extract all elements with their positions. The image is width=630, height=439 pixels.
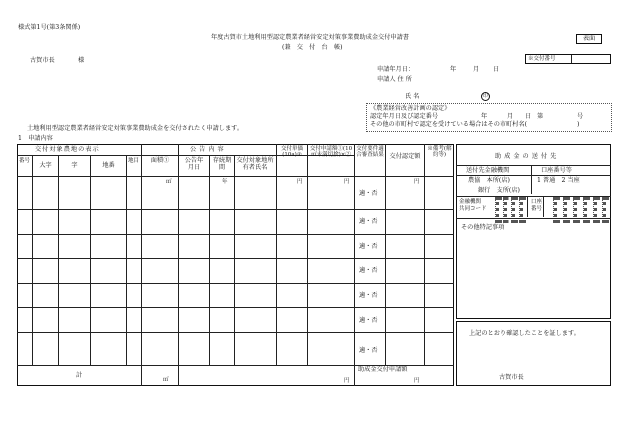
- grid-line: [58, 155, 59, 365]
- grid-line: [141, 144, 142, 386]
- exec-number-box: [525, 54, 611, 64]
- unit-yen-price: 円: [297, 179, 303, 185]
- col-owner: 交付対象地所有者氏名: [236, 157, 274, 171]
- fin-code-label-1: 金融機関: [459, 199, 482, 205]
- addressee: 古賀市長: [30, 57, 55, 64]
- grid-line: [519, 197, 523, 223]
- col-requirement: 交付要件適合審査結果: [356, 146, 384, 158]
- group-notice-header: 公告内容: [190, 146, 227, 153]
- grid-line: [583, 197, 587, 223]
- grid-line: [90, 155, 91, 365]
- review-option[interactable]: 適・否: [359, 243, 378, 250]
- review-option[interactable]: 適・否: [359, 292, 378, 299]
- total-area-unit: ㎡: [163, 377, 169, 383]
- grid-line: [573, 197, 577, 223]
- grid-line: [563, 197, 567, 223]
- form-title: 年度古賀市土地利用型認定農業者経営安定対策事業費助成金交付申請書: [211, 34, 409, 41]
- application-date-label: 申請年月日：: [377, 66, 415, 73]
- exec-number-divider: [571, 55, 572, 63]
- grant-total-unit: 円: [414, 378, 420, 384]
- application-date-year: 年: [450, 66, 457, 73]
- application-date-day: 日: [493, 66, 500, 73]
- certification-date-label: 認定年月日及び認定番号: [370, 113, 439, 120]
- grid-line: [17, 209, 454, 210]
- total-label: 計: [76, 372, 83, 379]
- grid-line: [354, 144, 355, 386]
- grid-line: [17, 283, 454, 284]
- review-option[interactable]: 適・否: [359, 190, 378, 197]
- payment-account-type[interactable]: 1 普通 2 当座: [537, 177, 580, 184]
- grid-line: [456, 196, 611, 197]
- confirmation-box: [456, 321, 611, 386]
- unit-area: ㎡: [166, 179, 172, 185]
- form-number: 様式第1号(第3条関係): [18, 24, 81, 31]
- col-duration: 存続期間: [212, 157, 232, 171]
- account-no-label-2: 番号: [531, 206, 543, 212]
- certification-box: [366, 103, 612, 132]
- grid-line: [126, 155, 127, 365]
- col-area: 面積①: [150, 157, 170, 164]
- group-farmland-header: 交付対象農地の表示: [35, 146, 100, 153]
- payment-account-label: 口座番号等: [541, 167, 572, 174]
- certification-month: 月: [507, 113, 514, 120]
- grid-line: [503, 197, 507, 223]
- grid-line: [17, 307, 454, 308]
- review-option[interactable]: 適・否: [359, 347, 378, 354]
- grid-line: [456, 218, 611, 219]
- col-notice-date: 公告年月日: [184, 157, 204, 171]
- grid-line: [593, 197, 597, 223]
- certification-year: 年: [481, 113, 488, 120]
- form-subtitle: (兼 交 付 台 帳): [282, 44, 343, 51]
- grid-line: [17, 258, 454, 259]
- payment-bank-label: 送付先金融機関: [466, 167, 510, 174]
- grid-line: [209, 155, 210, 365]
- unit-yen-decided: 円: [414, 179, 420, 185]
- grid-line: [456, 165, 611, 166]
- review-option[interactable]: 適・否: [359, 218, 378, 225]
- addressee-suffix: 様: [78, 57, 85, 64]
- exec-number-label: ※交付番号: [528, 56, 556, 62]
- other-municipality-label: その他の市町村で認定を受けている場合はその市町村名(: [370, 121, 528, 128]
- section-label: 1 申請内容: [18, 135, 53, 142]
- grid-line: [602, 197, 606, 223]
- account-no-label-1: 口座: [531, 199, 543, 205]
- fin-code-label-2: 共同コード: [459, 206, 487, 212]
- col-number: 番号: [18, 158, 30, 164]
- grid-line: [234, 155, 235, 365]
- confirm-signer: 古賀市長: [499, 374, 524, 381]
- applicant-name-label: 氏 名: [405, 93, 420, 100]
- col-chiban: 地番: [102, 162, 115, 169]
- application-table: [17, 144, 454, 386]
- grid-line: [553, 197, 557, 223]
- col-unit-price: 交付単価(10a)②: [280, 146, 303, 158]
- col-decided: 交付認定額: [389, 153, 421, 160]
- grid-line: [511, 197, 515, 223]
- grant-total-label: 助成金交付申請額: [358, 366, 408, 373]
- grid-line: [17, 332, 454, 333]
- col-chimoku: 地目: [127, 158, 139, 164]
- seal-mark-icon: 印: [482, 93, 488, 99]
- other-municipality-close: ): [577, 121, 580, 128]
- payment-heading: 助成金の送付先: [495, 153, 560, 160]
- application-date-month: 月: [473, 66, 480, 73]
- payment-bank-alt[interactable]: 銀行 支所(店): [478, 187, 520, 194]
- col-aza: 字: [71, 162, 78, 169]
- unit-yen-amount: 円: [344, 179, 350, 185]
- col-oaza: 大字: [39, 162, 52, 169]
- col-apply-amount: 交付申請額①(10㎡未満切捨)×②: [309, 146, 353, 158]
- grid-line: [17, 234, 454, 235]
- certification-day: 日: [525, 113, 532, 120]
- grid-line: [17, 176, 454, 177]
- review-option[interactable]: 適・否: [359, 317, 378, 324]
- intro-text: 土地利用型認定農業者経営安定対策事業費助成金を交付されたく申請します。: [27, 125, 244, 132]
- grid-line: [32, 155, 33, 365]
- certification-number-prefix: 第: [537, 113, 544, 120]
- confirm-text: 上記のとおり確認したことを証します。: [469, 330, 580, 337]
- unit-year: 年: [222, 179, 228, 185]
- grid-line: [543, 197, 544, 217]
- review-option[interactable]: 適・否: [359, 267, 378, 274]
- side-tab-label: 表面: [576, 34, 602, 44]
- col-remarks: ※備考(解約等): [427, 146, 452, 158]
- payment-bank-value[interactable]: 農協 本所(店): [468, 177, 510, 184]
- total-yen: 円: [344, 378, 350, 384]
- grid-line: [527, 197, 528, 217]
- certification-number-suffix: 号: [577, 113, 584, 120]
- applicant-address-label: 申請人 住 所: [377, 76, 412, 83]
- other-notes-label: その他特記事項: [461, 224, 505, 231]
- grid-line: [178, 144, 179, 386]
- grid-line: [456, 175, 611, 176]
- grid-line: [531, 165, 532, 194]
- grid-line: [495, 197, 499, 223]
- certification-heading: 《農業経営改善計画の認定》: [370, 105, 451, 112]
